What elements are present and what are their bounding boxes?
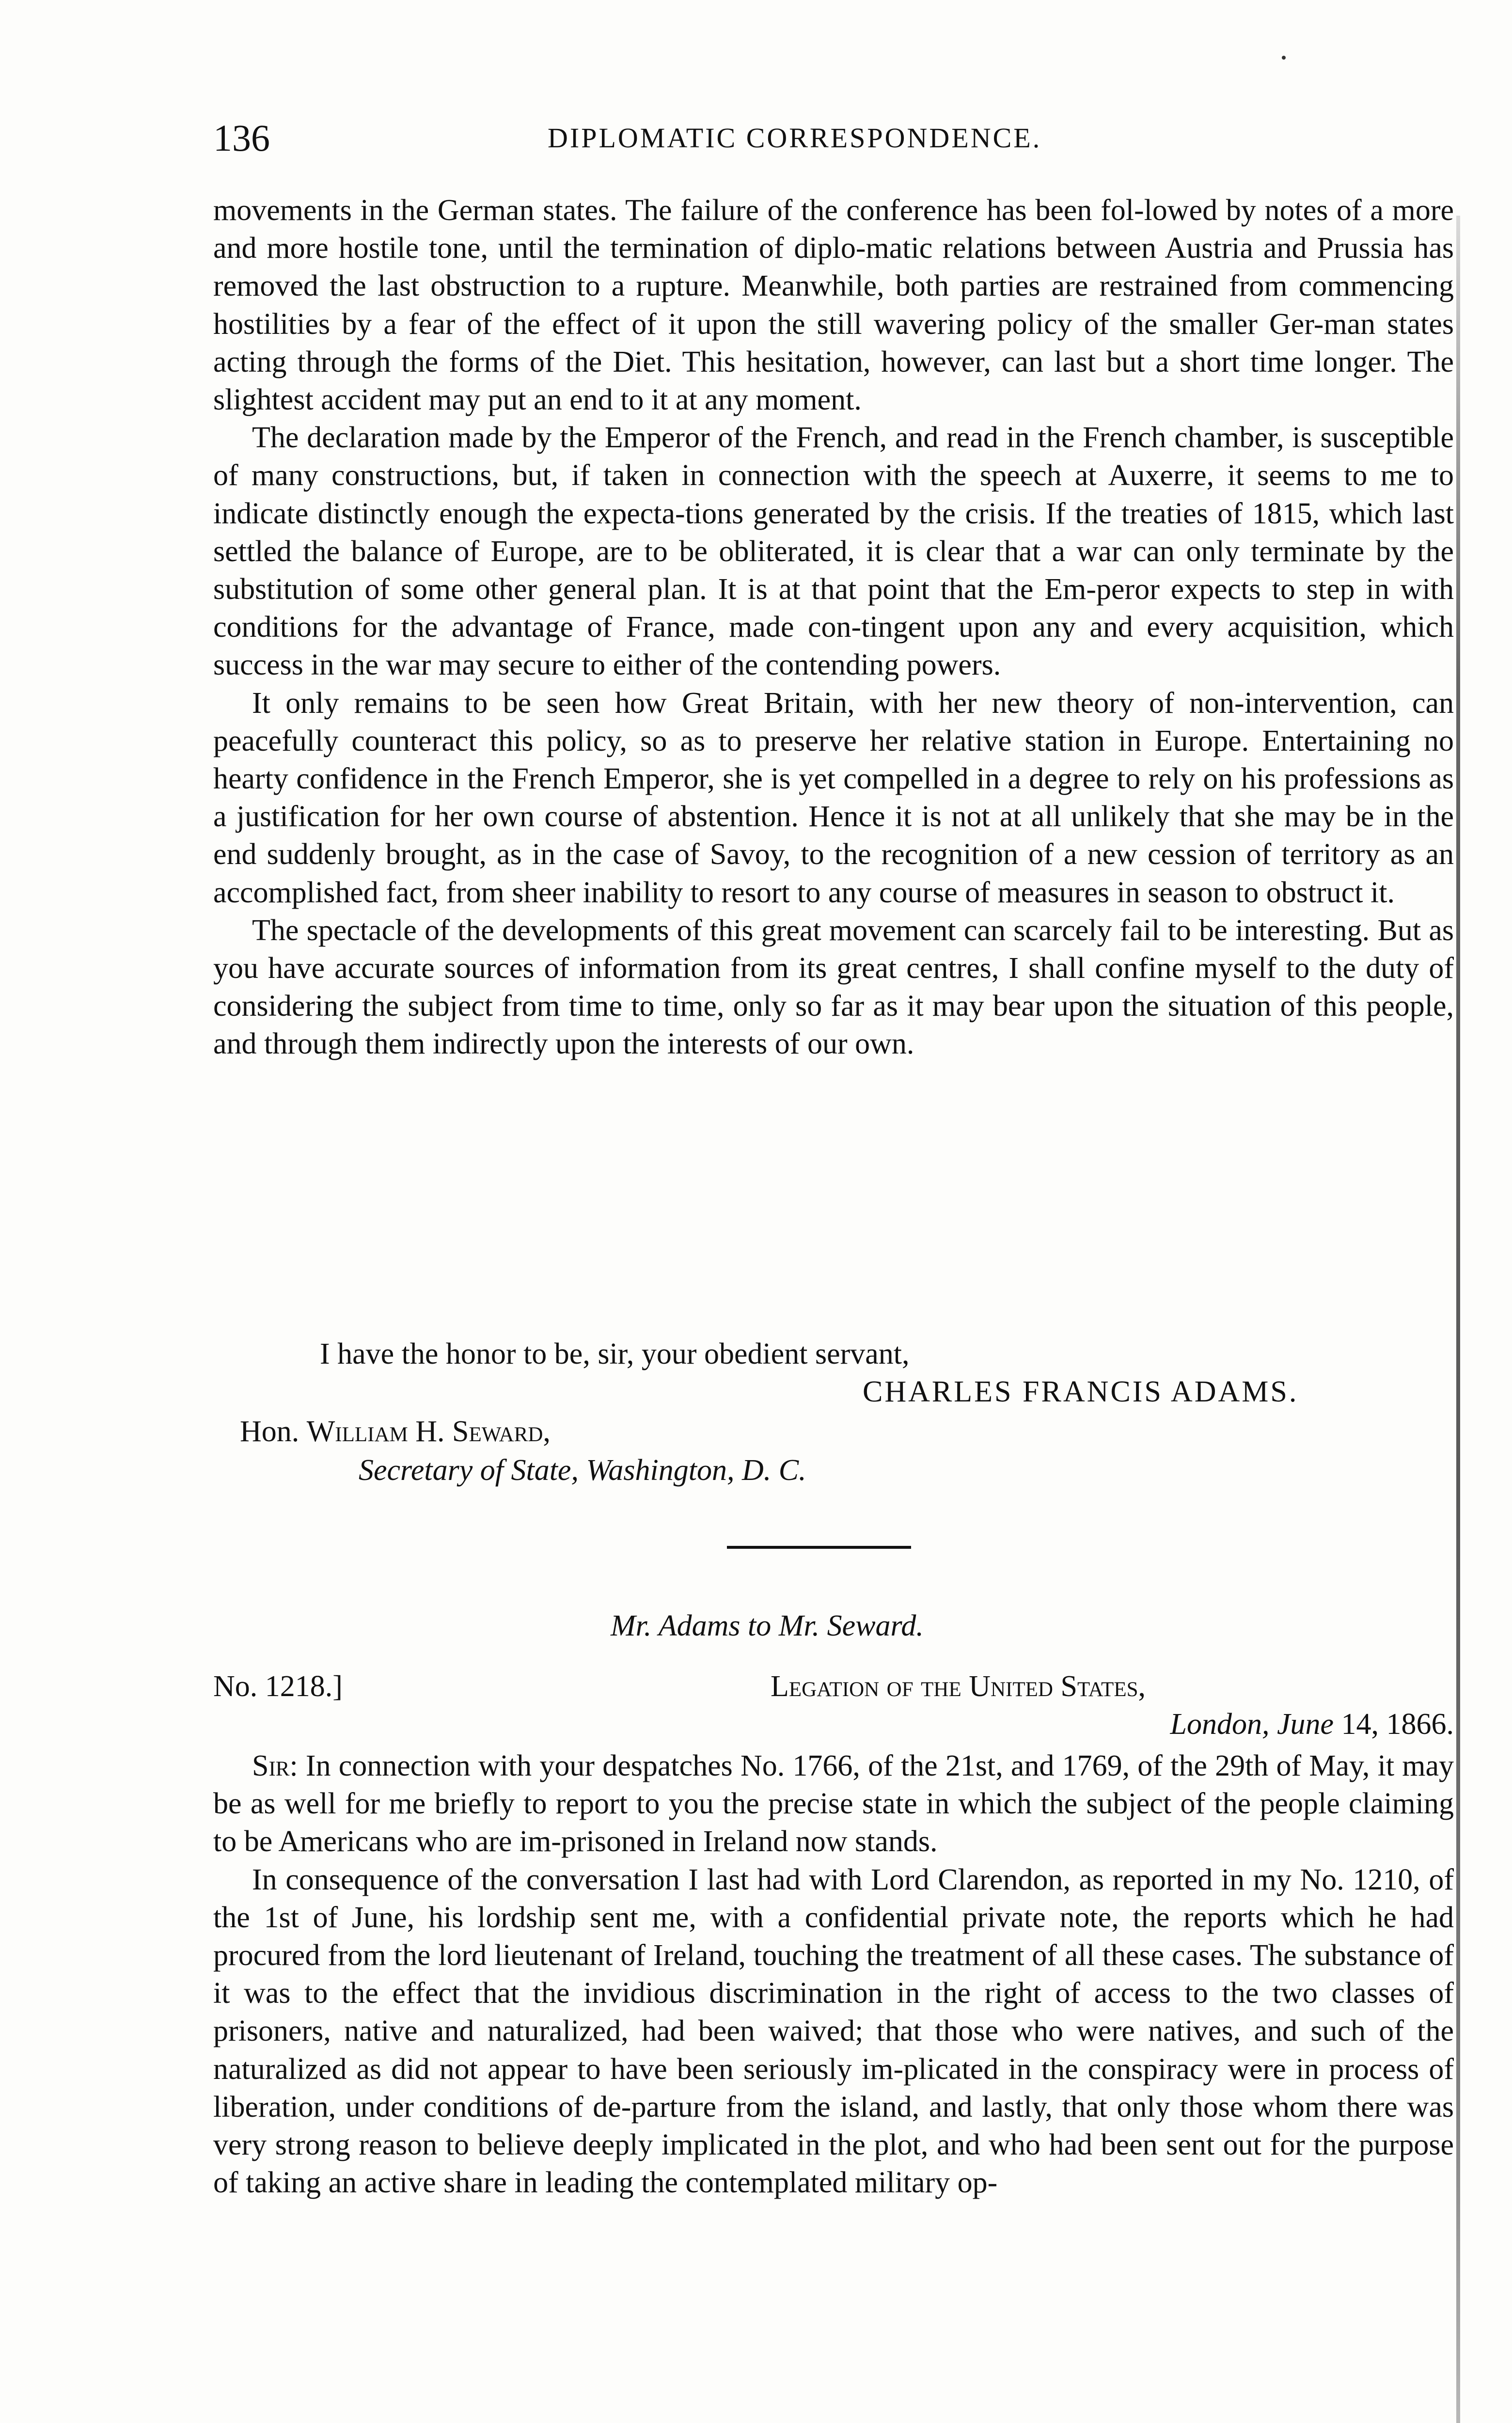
paragraph: The declaration made by the Emperor of the French, and read in the French chamber, is susceptible of many constructions, but, if taken in connection with the speech at Auxerre, it seems to me to indicate distinctly enough the expecta-tions generated by the crisis. If the treaties of 1815, which last settled the balance of Europe, are to be obliterated, it is clear that a war can only terminate by the substitution of some other general plan. It is at that point that the Em-peror expects to step in with conditions for the advantage of France, made con-tingent upon any and every acquisition, which success in the war may secure to either of the contending powers.	[213, 421, 1454, 682]
page-number: 136	[213, 117, 270, 159]
despatch-number: No. 1218.]	[213, 1670, 343, 1703]
addressee-prefix: Hon.	[240, 1415, 299, 1448]
addressee-name: William H. Seward,	[306, 1415, 551, 1448]
paragraph: The spectacle of the developments of this great movement can scarcely fail to be interesting. But as you have accurate sources of information from its great centres, I shall confine myself to the duty of considering the subject from time to time, only so far as it may bear upon the situation of this people, and through them indirectly upon the interests of our own.	[213, 913, 1454, 1061]
addressee-office: Secretary of State, Washington, D. C.	[359, 1454, 806, 1487]
addressee	[240, 1413, 551, 1450]
paragraph: It only remains to be seen how Great Britain, with her new theory of non-intervention, can peacefully counteract this policy, so as to preserve her relative station in Europe. Entertaining no hearty confidence in the French Emperor, she is yet compelled in a degree to rely on his professions as a justification for her own course of abstention. Hence it is not at all unlikely that she may be in the end suddenly brought, as in the case of Savoy, to the recognition of a new cession of territory as an accomplished fact, from sheer inability to resort to any course of measures in season to obstruct it.	[213, 686, 1454, 909]
letter-body	[213, 1747, 1454, 2202]
section-divider	[727, 1546, 911, 1549]
paragraph-text: In connection with your despatches No. 1766, of the 21st, and 1769, of the 29th of May, it may be as well for me briefly to report to you the precise state in which the subject of the people claiming to be Americans who are im-prisoned in Ireland now stands.	[213, 1749, 1454, 1858]
page-edge-shadow	[1456, 216, 1460, 2423]
salutation: Sir:	[252, 1749, 298, 1782]
signature: CHARLES FRANCIS ADAMS.	[863, 1375, 1299, 1408]
place-date-day: 14, 1866.	[1341, 1708, 1454, 1741]
page-header	[213, 111, 1473, 165]
place-date-line	[1037, 1705, 1454, 1744]
ink-speck	[1282, 56, 1286, 60]
letter-continuation-body	[213, 191, 1454, 1063]
legation-line: Legation of the United States,	[771, 1670, 1146, 1703]
place-date-place: London, June	[1170, 1708, 1334, 1741]
paragraph	[213, 1747, 1454, 1861]
paragraph: movements in the German states. The failure of the conference has been fol-lowed by notes of a more and more hostile tone, until the termination of diplo-matic relations between Austria and Prussia has removed the last obstruction to a rupture. Meanwhile, both parties are restrained from commencing hostilities by a fear of the effect of it upon the still wavering policy of the smaller Ger-man states acting through the forms of the Diet. This hesitation, however, can last but a short time longer. The slightest accident may put an end to it at any moment.	[213, 194, 1454, 417]
running-title: DIPLOMATIC CORRESPONDENCE.	[548, 122, 1042, 154]
letter-heading: Mr. Adams to Mr. Seward.	[611, 1609, 924, 1642]
complimentary-closing: I have the honor to be, sir, your obedient servant,	[320, 1337, 910, 1370]
paragraph: In consequence of the conversation I last had with Lord Clarendon, as reported in my No. 1210, of the 1st of June, his lordship sent me, with a confidential private note, the reports which he had procured from the lord lieutenant of Ireland, touching the treatment of all these cases. The substance of it was to the effect that the invidious discrimination in the right of access to the two classes of prisoners, native and naturalized, had been waived; that those who were natives, and such of the naturalized as did not appear to have been seriously im-plicated in the conspiracy were in process of liberation, under conditions of de-parture from the island, and lastly, that only those whom there was very strong reason to believe deeply implicated in the plot, and who had been sent out for the purpose of taking an active share in leading the contemplated military op-	[213, 1863, 1454, 2200]
